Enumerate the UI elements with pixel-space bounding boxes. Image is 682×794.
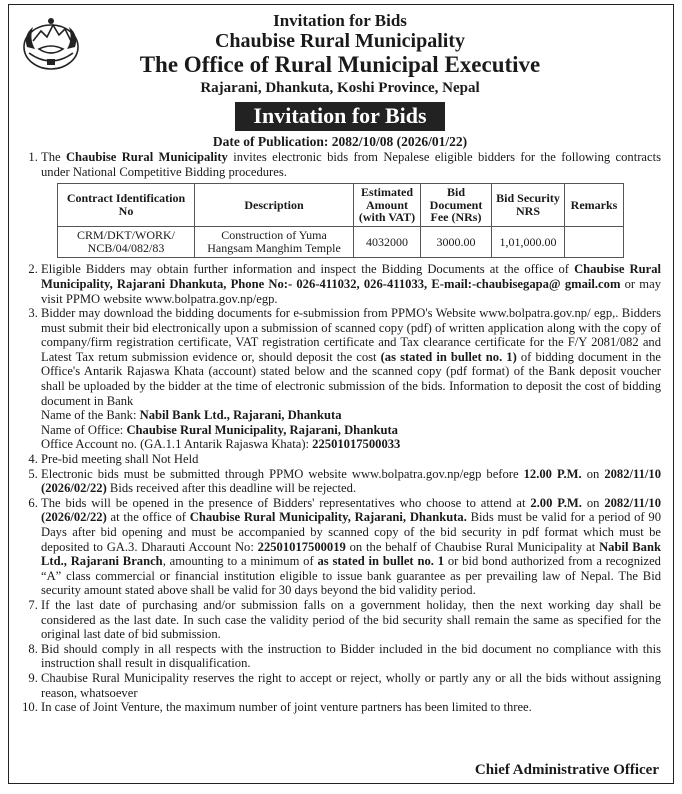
column-header: Remarks [565, 184, 624, 227]
list-item: 3. Bidder may download the bidding documents for e-submission from PPMO's Website www.bolpatra.gov.np/ egp,. Bidders must submit their bid electronically upon a submission of scanned copy (pdf) of written application along with the copy of company/firm registration certificate, VAT registration certificate and Tax clearance certificate for the F/Y 2081/082 and Latest Tax retum submission evidence or, should deposit the cost (as stated in bullet no. 1) of bidding document in the Office's Antarik Rajaswa Khata (account) stated below and the scanned copy (pdf format) of the Bank deposit voucher shall be uploaded by the bidder at the time of electronic submission of the bids. Information to deposit the cost of bidding document in Bank Name of the Bank: Nabil Bank Ltd., Rajarani, Dhankuta Name of Office: Chaubise Rural Municipality, Rajarani, Dhankuta Office Account no. (GA.1.1 Antarik Rajaswa Khata): 22501017500033 [41, 306, 661, 452]
signature-title: Chief Administrative Officer [474, 762, 659, 778]
table-cell: 4032000 [354, 226, 421, 257]
list-item: 1. The Chaubise Rural Municipality invites electronic bids from Nepalese eligible bidders for the following contracts under National Competitive Bidding procedures. Contract Identification No Description Estimated Amount (with VAT) Bid Document Fee (NRs) Bid Security NRS Remarks CRM/DKT/WORK/ NCB/04/082/83 Construction of Yuma Hangsam Manghim Temple 4032000 3000.00 1,01,000.00 [41, 150, 661, 258]
list-item: 7. If the last date of purchasing and/or submission falls on a government holiday, then the next working day shall be considered as the last date. In such case the validity period of the bid security shall remain the same as specified for the original last date of bid submission. [41, 598, 661, 642]
table-cell: 1,01,000.00 [492, 226, 565, 257]
table-cell: CRM/DKT/WORK/ NCB/04/082/83 [58, 226, 195, 257]
list-item: 2. Eligible Bidders may obtain further information and inspect the Bidding Documents at the office of Chaubise Rural Municipality, Rajarani Dhankuta, Phone No:- 026-411032, 026-411033, E-mail:-chaubisegapa@ gmail.com or may visit PPMO website www.bolpatra.gov.np/egp. [41, 262, 661, 306]
municipality-name: Chaubise Rural Municipality [214, 30, 466, 53]
terms-list [19, 150, 661, 715]
list-item: 5. Electronic bids must be submitted through PPMO website www.bolpatra.gov.np/egp before 12.00 P.M. on 2082/11/10 (2026/02/22) Bids received after this deadline will be rejected. [41, 467, 661, 496]
column-header: Bid Security NRS [492, 184, 565, 227]
table-cell [565, 226, 624, 257]
office-name: The Office of Rural Municipal Executive [139, 52, 541, 78]
publication-date: Date of Publication: 2082/10/08 (2026/01/22) [212, 133, 468, 149]
list-item: 4. Pre-bid meeting shall Not Held [41, 452, 661, 467]
list-item: 9. Chaubise Rural Municipality reserves the right to accept or reject, wholly or partly any or all the bids without assigning reason, whatsoever [41, 671, 661, 700]
header-title: Invitation for Bids [273, 11, 407, 30]
government-emblem-icon [19, 13, 83, 77]
list-item: 6. The bids will be opened in the presence of Bidders' representatives who choose to attend at 2.00 P.M. on 2082/11/10 (2026/02/22) at the office of Chaubise Rural Municipality, Rajarani, Dhankuta. Bids must be valid for a period of 90 Days after bid opening and must be accompanied by scanned copy of the bid security in pdf format which must be deposited to GA.3. Dharauti Account No: 22501017500019 on the behalf of Chaubise Rural Municipality at Nabil Bank Ltd., Rajarani Branch, amounting to a minimum of as stated in bullet no. 1 or bid bond authorized from a recognized “A” class commercial or financial institution eligible to issue bank guarantee as per prevailing law of Nepal. The Bid security amount stated above shall be valid for 30 days beyond the bid validity period. [41, 496, 661, 598]
table-header-row [58, 184, 624, 227]
title-banner: Invitation for Bids [235, 102, 444, 131]
column-header: Description [195, 184, 354, 227]
list-item: 8. Bid should comply in all respects with the instruction to Bidder included in the bid document no compliance with this instruction shall result in disqualification. [41, 642, 661, 671]
table-cell: 3000.00 [421, 226, 492, 257]
table-cell: Construction of Yuma Hangsam Manghim Temple [195, 226, 354, 257]
column-header: Estimated Amount (with VAT) [354, 184, 421, 227]
column-header: Contract Identification No [58, 184, 195, 227]
office-address: Rajarani, Dhankuta, Koshi Province, Nepal [200, 80, 480, 97]
column-header: Bid Document Fee (NRs) [421, 184, 492, 227]
table-row [58, 226, 624, 257]
list-item: 10. In case of Joint Venture, the maximum number of joint venture partners has been limited to three. [41, 700, 661, 715]
contracts-table [57, 183, 624, 258]
notice-page [8, 4, 674, 784]
